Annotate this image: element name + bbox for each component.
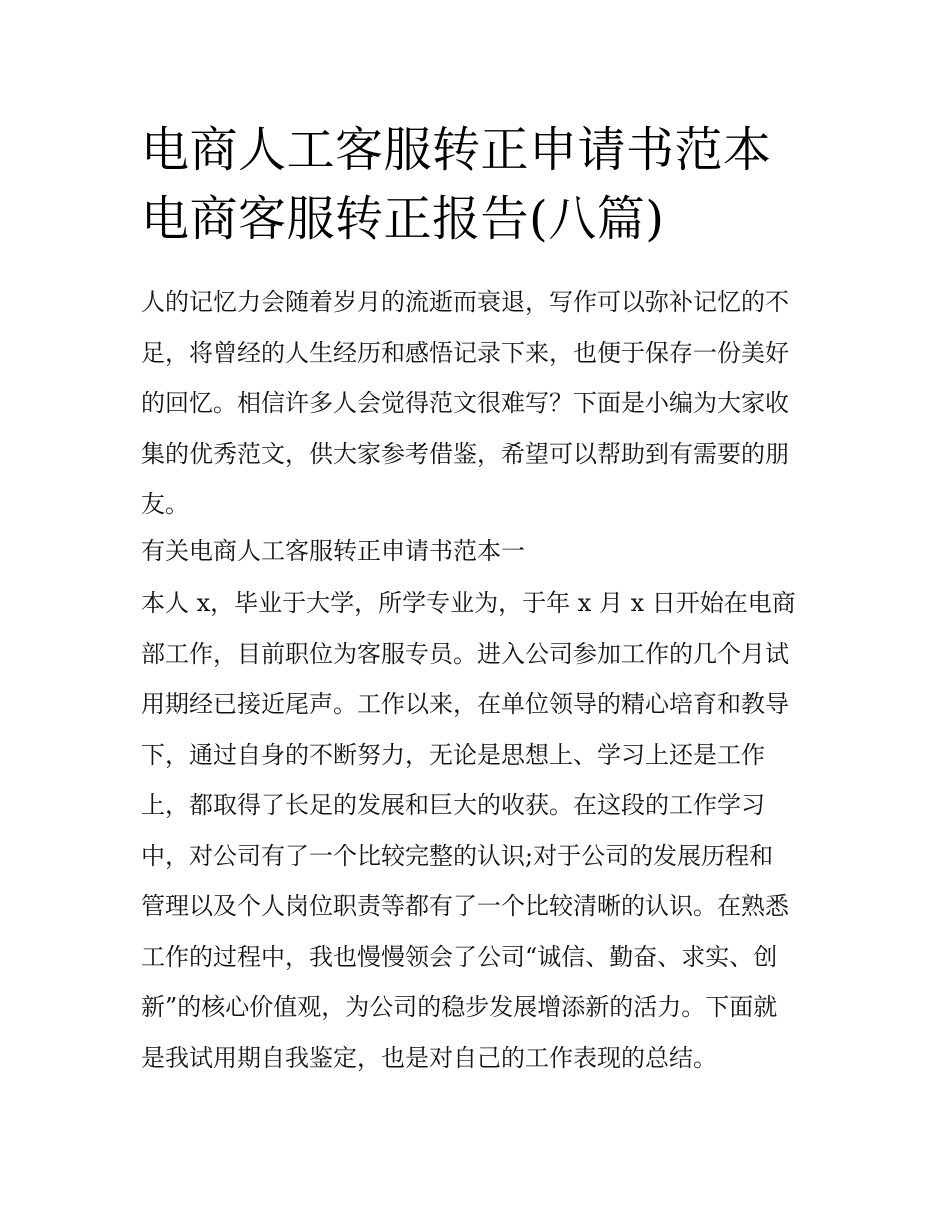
section-line: 工作的过程中，我也慢慢领会了公司“诚信、勤奋、求实、创 bbox=[141, 942, 778, 971]
intro-line: 的回忆。相信许多人会觉得范文很难写？下面是小编为大家收 bbox=[141, 389, 789, 417]
intro-line: 足，将曾经的人生经历和感悟记录下来，也便于保存一份美好 bbox=[141, 338, 789, 367]
section-line: 部工作，目前职位为客服专员。进入公司参加工作的几个月试 bbox=[141, 639, 789, 668]
section-line: 下，通过自身的不断努力，无论是思想上、学习上还是工作 bbox=[141, 740, 765, 769]
document-title bbox=[141, 116, 841, 254]
title-line-1: 电商人工客服转正申请书范本 bbox=[141, 122, 772, 178]
section-heading bbox=[141, 526, 821, 577]
section-line: 新”的核心价值观，为公司的稳步发展增添新的活力。下面就 bbox=[141, 993, 778, 1021]
section-line: 上，都取得了长足的发展和巨大的收获。在这段的工作学习 bbox=[141, 791, 765, 819]
section-heading-text: 有关电商人工客服转正申请书范本一 bbox=[141, 537, 525, 565]
section-line: 管理以及个人岗位职责等都有了一个比较清晰的认识。在熟悉 bbox=[141, 892, 789, 920]
section-line: 用期经已接近尾声。工作以来，在单位领导的精心培育和教导 bbox=[141, 690, 789, 718]
section-line: 本人 x，毕业于大学，所学专业为，于年 x 月 x 日开始在电商 bbox=[141, 589, 796, 617]
intro-line: 人的记忆力会随着岁月的流逝而衰退，写作可以弥补记忆的不 bbox=[141, 288, 789, 316]
intro-paragraph bbox=[141, 277, 821, 530]
section-line: 是我试用期自我鉴定，也是对自己的工作表现的总结。 bbox=[141, 1043, 717, 1072]
section-paragraph bbox=[141, 578, 821, 1083]
intro-line: 集的优秀范文，供大家参考借鉴，希望可以帮助到有需要的朋 bbox=[141, 439, 789, 468]
title-line-2: 电商客服转正报告(八篇) bbox=[141, 191, 665, 247]
intro-line: 友。 bbox=[141, 490, 189, 518]
section-line: 中，对公司有了一个比较完整的认识;对于公司的发展历程和 bbox=[141, 841, 774, 870]
